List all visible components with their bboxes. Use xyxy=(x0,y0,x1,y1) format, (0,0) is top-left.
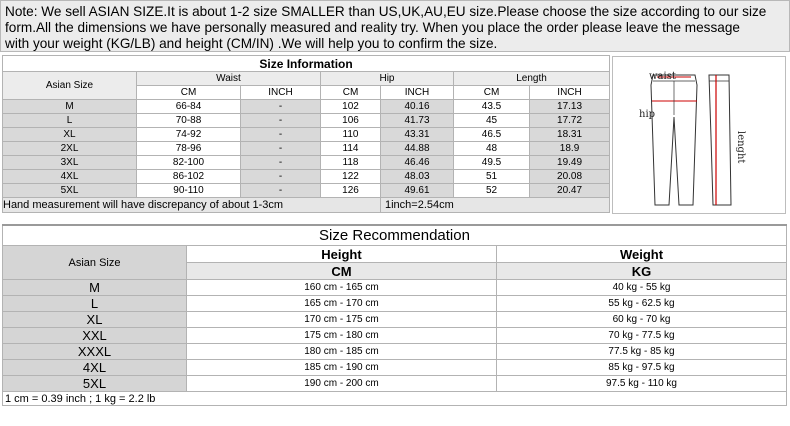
measurement-cell: 49.61 xyxy=(381,184,454,198)
measurement-cell: 122 xyxy=(321,170,381,184)
length-header: Length xyxy=(454,72,610,86)
table-row xyxy=(3,170,610,184)
weight-cell: 97.5 kg - 110 kg xyxy=(497,376,787,392)
height-cell: 180 cm - 185 cm xyxy=(187,344,497,360)
size-cell: 4XL xyxy=(3,170,137,184)
unit-header: INCH xyxy=(530,86,610,100)
measurement-cell: 48 xyxy=(454,142,530,156)
height-cell: 165 cm - 170 cm xyxy=(187,296,497,312)
note-line: form.All the dimensions we have personally measured and reality try. When you place the order please leave the message xyxy=(5,20,740,35)
table-row xyxy=(3,280,787,296)
measurement-footnote: Hand measurement will have discrepancy of about 1-3cm xyxy=(3,198,381,213)
size-cell: 5XL xyxy=(3,184,137,198)
table-row xyxy=(3,360,787,376)
size-recommendation-rows xyxy=(3,280,787,392)
size-cell: 5XL xyxy=(3,376,187,392)
size-cell: M xyxy=(3,100,137,114)
measurement-cell: 18.9 xyxy=(530,142,610,156)
table-row xyxy=(3,156,610,170)
height-cell: 190 cm - 200 cm xyxy=(187,376,497,392)
length-label: lenght xyxy=(735,131,746,164)
size-information-rows xyxy=(3,100,610,198)
table-row xyxy=(3,184,610,198)
table-row xyxy=(3,114,610,128)
size-recommendation-title: Size Recommendation xyxy=(3,225,787,246)
height-cell: 185 cm - 190 cm xyxy=(187,360,497,376)
waist-header: Waist xyxy=(137,72,321,86)
pants-illustration xyxy=(613,57,785,213)
measurement-cell: 126 xyxy=(321,184,381,198)
measurement-cell: 74-92 xyxy=(137,128,241,142)
measurement-cell: 49.5 xyxy=(454,156,530,170)
unit-header: CM xyxy=(321,86,381,100)
weight-header: Weight xyxy=(497,246,787,263)
table-row xyxy=(3,328,787,344)
measurement-cell: 118 xyxy=(321,156,381,170)
table-row xyxy=(3,142,610,156)
measurement-cell: 17.72 xyxy=(530,114,610,128)
measurement-cell: - xyxy=(241,184,321,198)
measurement-cell: 44.88 xyxy=(381,142,454,156)
size-recommendation-table xyxy=(2,224,787,406)
note-line: with your weight (KG/LB) and height (CM/IN) .We will help you to confirm the size. xyxy=(5,36,498,51)
weight-cell: 77.5 kg - 85 kg xyxy=(497,344,787,360)
size-information-title: Size Information xyxy=(3,56,610,72)
height-unit-header: CM xyxy=(187,263,497,280)
measurement-cell: 19.49 xyxy=(530,156,610,170)
measurement-cell: - xyxy=(241,114,321,128)
table-row xyxy=(3,312,787,328)
size-cell: 2XL xyxy=(3,142,137,156)
measurement-cell: 20.08 xyxy=(530,170,610,184)
measurement-cell: 43.31 xyxy=(381,128,454,142)
unit-header: INCH xyxy=(381,86,454,100)
measurement-cell: 17.13 xyxy=(530,100,610,114)
table-row xyxy=(3,100,610,114)
table-row xyxy=(3,376,787,392)
weight-cell: 70 kg - 77.5 kg xyxy=(497,328,787,344)
measurement-cell: 51 xyxy=(454,170,530,184)
measurement-cell: 90-110 xyxy=(137,184,241,198)
waist-label: waist xyxy=(649,71,676,82)
measurement-cell: 102 xyxy=(321,100,381,114)
measurement-cell: 20.47 xyxy=(530,184,610,198)
measurement-cell: 86-102 xyxy=(137,170,241,184)
measurement-cell: 40.16 xyxy=(381,100,454,114)
measurement-cell: 82-100 xyxy=(137,156,241,170)
asian-size-header: Asian Size xyxy=(3,72,137,100)
measurement-cell: - xyxy=(241,170,321,184)
size-cell: 3XL xyxy=(3,156,137,170)
measurement-cell: - xyxy=(241,128,321,142)
measurement-cell: 110 xyxy=(321,128,381,142)
measurement-cell: 48.03 xyxy=(381,170,454,184)
measurement-cell: 106 xyxy=(321,114,381,128)
measurement-cell: - xyxy=(241,100,321,114)
unit-header: INCH xyxy=(241,86,321,100)
weight-unit-header: KG xyxy=(497,263,787,280)
measurement-cell: 78-96 xyxy=(137,142,241,156)
weight-cell: 55 kg - 62.5 kg xyxy=(497,296,787,312)
height-cell: 170 cm - 175 cm xyxy=(187,312,497,328)
measurement-cell: - xyxy=(241,156,321,170)
weight-cell: 60 kg - 70 kg xyxy=(497,312,787,328)
measurement-cell: 41.73 xyxy=(381,114,454,128)
size-cell: L xyxy=(3,296,187,312)
unit-header: CM xyxy=(454,86,530,100)
inch-conversion: 1inch=2.54cm xyxy=(381,198,610,213)
hip-header: Hip xyxy=(321,72,454,86)
hip-label: hip xyxy=(639,109,656,120)
measurement-cell: - xyxy=(241,142,321,156)
note-line: Note: We sell ASIAN SIZE.It is about 1-2 size SMALLER than US,UK,AU,EU size.Please choose the size according to our size xyxy=(5,4,767,19)
table-row xyxy=(3,296,787,312)
height-header: Height xyxy=(187,246,497,263)
size-cell: XL xyxy=(3,128,137,142)
measurement-cell: 46.46 xyxy=(381,156,454,170)
asian-size-header: Asian Size xyxy=(3,246,187,280)
size-cell: M xyxy=(3,280,187,296)
size-cell: 4XL xyxy=(3,360,187,376)
size-note xyxy=(0,0,790,52)
measurement-cell: 66-84 xyxy=(137,100,241,114)
weight-cell: 85 kg - 97.5 kg xyxy=(497,360,787,376)
measurement-cell: 70-88 xyxy=(137,114,241,128)
pants-measurement-figure xyxy=(612,56,786,214)
height-cell: 160 cm - 165 cm xyxy=(187,280,497,296)
table-row xyxy=(3,128,610,142)
unit-conversion-footnote: 1 cm = 0.39 inch ; 1 kg = 2.2 lb xyxy=(3,392,787,406)
measurement-cell: 46.5 xyxy=(454,128,530,142)
measurement-cell: 52 xyxy=(454,184,530,198)
size-cell: XXL xyxy=(3,328,187,344)
height-cell: 175 cm - 180 cm xyxy=(187,328,497,344)
weight-cell: 40 kg - 55 kg xyxy=(497,280,787,296)
size-cell: L xyxy=(3,114,137,128)
table-row xyxy=(3,344,787,360)
measurement-cell: 114 xyxy=(321,142,381,156)
size-information-table xyxy=(2,55,610,213)
measurement-cell: 43.5 xyxy=(454,100,530,114)
measurement-cell: 18.31 xyxy=(530,128,610,142)
measurement-cell: 45 xyxy=(454,114,530,128)
size-cell: XL xyxy=(3,312,187,328)
unit-header: CM xyxy=(137,86,241,100)
size-cell: XXXL xyxy=(3,344,187,360)
